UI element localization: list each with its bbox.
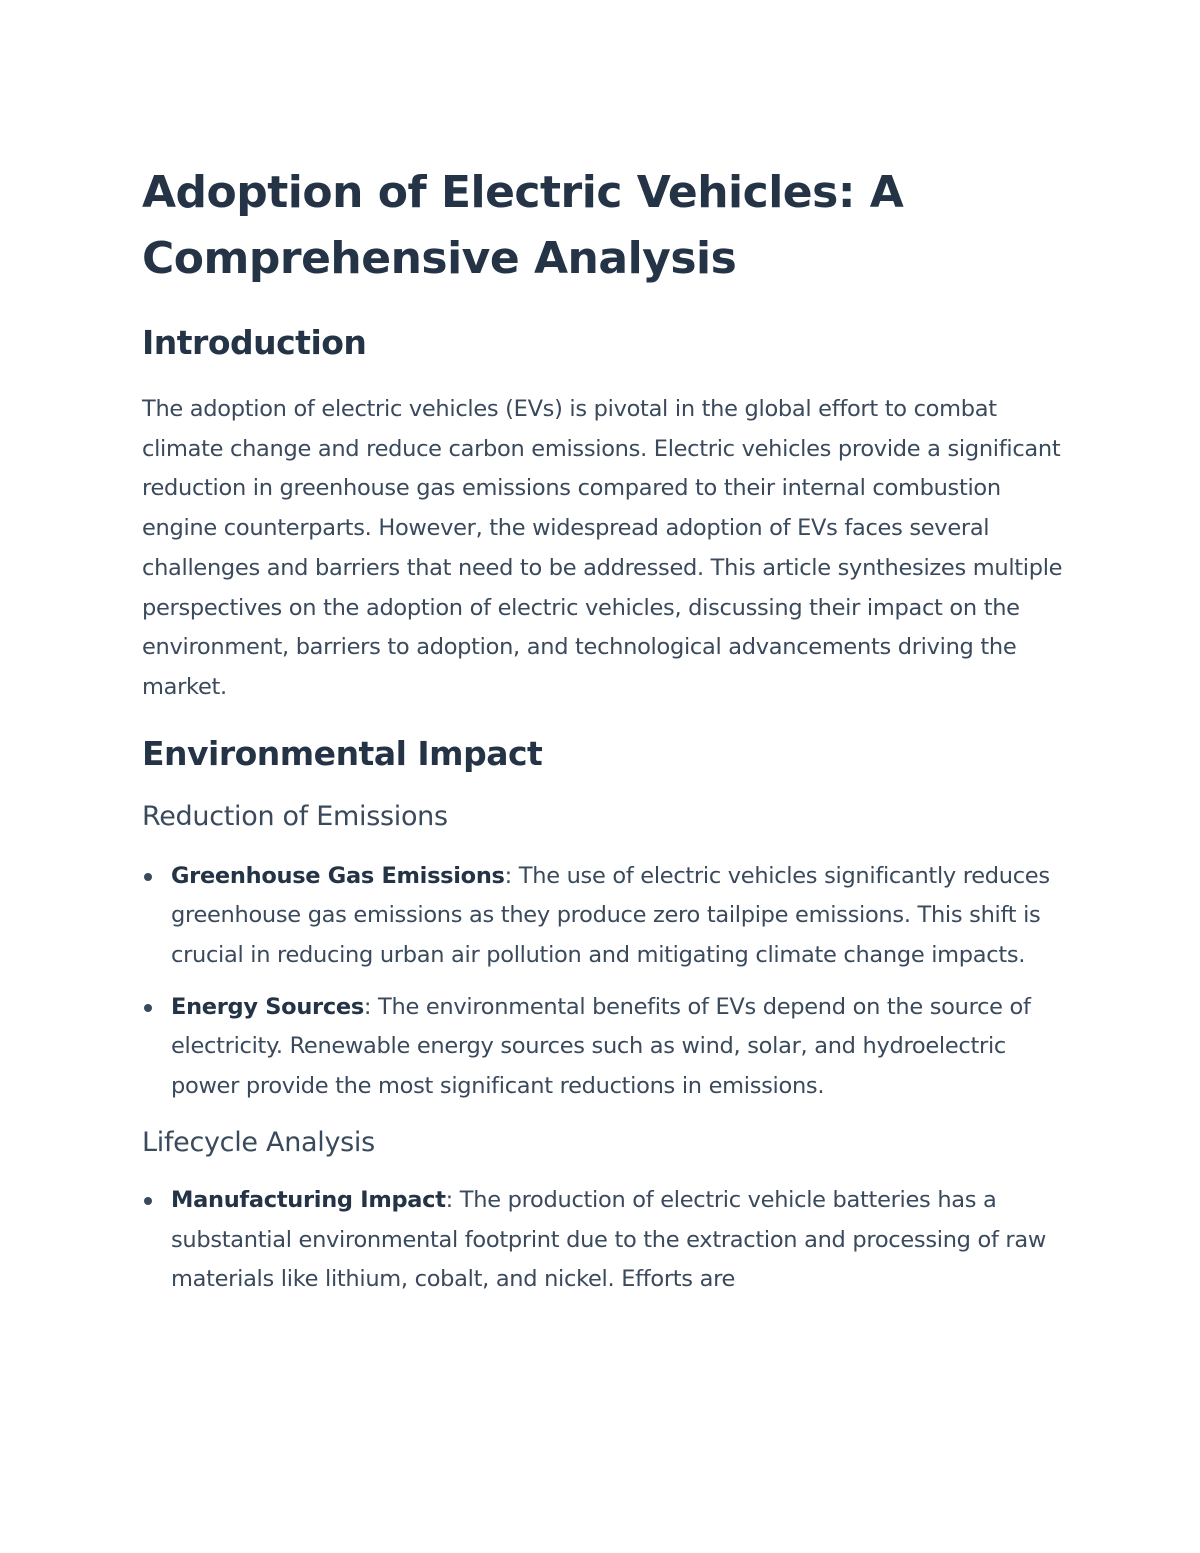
section-heading-environmental-impact: Environmental Impact [142,733,543,773]
bullet-marker [144,873,152,881]
document-page [142,160,1072,1300]
list-item [142,857,1072,976]
subsection-heading-reduction-of-emissions: Reduction of Emissions [142,800,448,832]
list-item-text: : The production of electric vehicle batteries has a substantial environmental footprint due to the extraction and processing of raw materials like lithium, cobalt, and nickel. Efforts are [171,1186,1046,1293]
list-item-term: Greenhouse Gas Emissions [171,862,505,889]
introduction-paragraph: The adoption of electric vehicles (EVs) is pivotal in the global effort to combat climate change and reduce carbon emissions. Electric vehicles provide a significant reduction in greenhouse gas emissions compared to their internal combustion engine counterparts. However, the widespread adoption of EVs faces several challenges and barriers that need to be addressed. This article synthesizes multiple perspectives on the adoption of electric vehicles, discussing their impact on the environment, barriers to adoption, and technological advancements driving the market. [142,396,1063,700]
list-item-text: : The environmental benefits of EVs depend on the source of electricity. Renewable energy sources such as wind, solar, and hydroelectric power provide the most significant reductions in emissions. [171,993,1031,1100]
list-item-text: : The use of electric vehicles significantly reduces greenhouse gas emissions as they produce zero tailpipe emissions. This shift is crucial in reducing urban air pollution and mitigating climate change impacts. [171,862,1050,969]
list-item-term: Energy Sources [171,993,364,1020]
bullet-marker [144,1004,152,1012]
lifecycle-analysis-list [142,1181,1072,1300]
subsection-heading-lifecycle-analysis: Lifecycle Analysis [142,1126,375,1158]
list-item-term: Manufacturing Impact [171,1186,446,1213]
document-title: Adoption of Electric Vehicles: A Comprehensive Analysis [142,167,904,284]
list-item [142,1181,1072,1300]
list-item [142,988,1072,1107]
reduction-of-emissions-list [142,857,1072,1107]
section-heading-introduction: Introduction [142,323,367,362]
bullet-marker [144,1197,152,1205]
